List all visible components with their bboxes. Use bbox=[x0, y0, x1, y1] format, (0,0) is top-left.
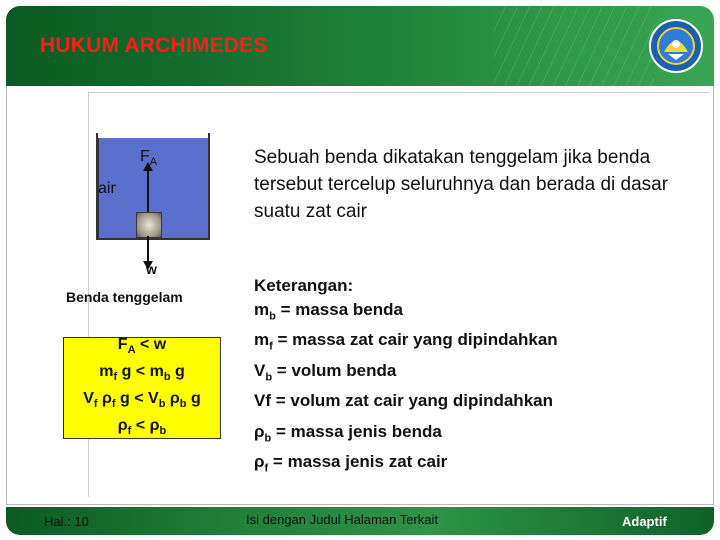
note-item: $m_f$ = massa zat cair yang dipindahkan bbox=[254, 330, 558, 353]
description-text: Sebuah benda dikatakan tenggelam jika benda tersebut tercelup seluruhnya dan berada di dasar suatu zat cair bbox=[254, 147, 669, 222]
submerged-object bbox=[136, 212, 162, 238]
note-item: $m_b$ = massa benda bbox=[254, 300, 403, 323]
tank-bottom bbox=[96, 238, 210, 240]
header-decoration bbox=[494, 6, 654, 86]
weight-label: w bbox=[146, 261, 157, 277]
fluid-label: air bbox=[98, 180, 116, 197]
note-item: $\rho_b$ = massa jenis benda bbox=[254, 421, 442, 444]
note-item: $\rho_f$ = massa jenis zat cair bbox=[254, 451, 448, 475]
footer-title: Isi dengan Judul Halaman Terkait bbox=[246, 512, 438, 527]
tank-wall-right bbox=[208, 133, 210, 239]
notes-heading: Keterangan: bbox=[254, 276, 354, 295]
diagram-caption: Benda tenggelam bbox=[66, 289, 183, 305]
weight-arrow bbox=[147, 236, 149, 262]
formula-line-4: $\rho_f < \rho_b$ bbox=[117, 417, 167, 438]
notes-block bbox=[254, 274, 694, 480]
emblem-logo-icon bbox=[648, 18, 704, 74]
formula-box bbox=[63, 337, 221, 439]
note-item: Vf = volum zat cair yang dipindahkan bbox=[254, 391, 553, 411]
formula-line-2: $m_f$ $g < m_b$ g bbox=[99, 362, 185, 383]
note-item: $V_b$ = volum benda bbox=[254, 360, 397, 384]
buoyancy-arrow bbox=[147, 168, 149, 212]
formula-line-1: $F_A < w$ bbox=[117, 335, 167, 356]
formula-line-3: $V_f$ $\rho_f$ $g < V_b$ $\rho_b$ g bbox=[83, 390, 201, 411]
footer-label: Adaptif bbox=[622, 514, 667, 529]
buoyancy-label: $F_A$ bbox=[140, 148, 158, 169]
page-number: Hal.: 10 bbox=[44, 514, 89, 529]
page-title: HUKUM ARCHIMEDES bbox=[40, 34, 268, 57]
